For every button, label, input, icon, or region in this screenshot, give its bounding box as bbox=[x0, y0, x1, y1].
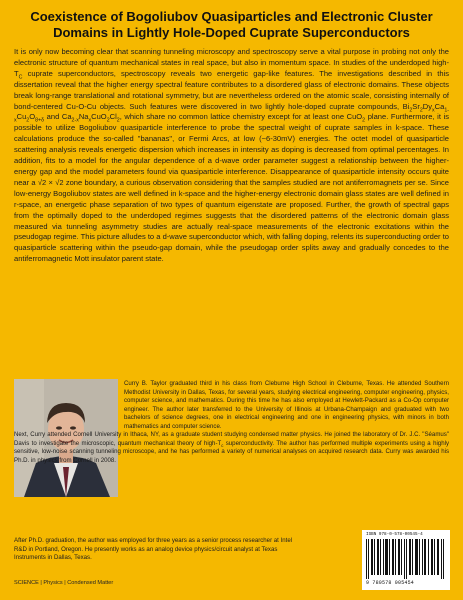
formula-part: 2-x bbox=[71, 117, 79, 124]
bio-subscript: c bbox=[221, 442, 224, 448]
formula-part: Dy bbox=[422, 101, 433, 111]
abstract-subscript: 2 bbox=[362, 117, 366, 124]
formula-part: x bbox=[88, 117, 92, 124]
formula-part: 2 bbox=[116, 117, 120, 124]
formula-part: and Ca bbox=[44, 112, 72, 122]
abstract-part: plane. Furthermore, it is possible to utilize Bogoliubov quasiparticle interference to probe the spectral weight of cuprate samples in k-space. These calculations produce the so-called "bananas", or Fermi Arcs, at low (~6-30mV) energies. The octet model of quasiparticle scattering analysis reveals energetic dispersion which increases in intensity as doping is decreased from optimal percentages. In addition, fits to a model for the angular dependence of a d-wave order parameter suggest a relationship between the higher-energy gap and the model parameters found via quasiparticle interference. Disappearance of quasiparticle intensity occurs quite near a √2 × √2 zone boundary, a curious observation considering that the samples studied are not antiferromagnets per se. Since low-energy Bogoliubov states are well defined in k-space and the higher-energy electronic domain glass states are well defined in r-space, an energetic phase separation of two types of quantum eigenstate are proposed. Further, the growth of spectral gaps from the optimally doped to the underdoped regimes suggests that the disordered patterns of the electronic domain glass measured via tunneling asymmetry studies are actually real-space measurements of the electronic excitations within the pseudogap regime. This picture alludes to a d-wave superconductor which, with falling doping, relents its superconducting order to quasiparticle scattering within the pseudo-gap domain, while the pseudogap order splits away and gradually concedes to the antiferromagnetic Mott insulator parent state. bbox=[14, 112, 449, 264]
isbn-label: ISBN 978-0-578-00545-4 bbox=[366, 532, 423, 537]
subject-category: SCIENCE | Physics | Condensed Matter bbox=[14, 580, 114, 586]
author-bio-paragraph-3: After Ph.D. graduation, the author was employed for three years as a senior process researcher at Intel R&D in Portland, Oregon. He presently works as an analog device physics/circuit analyst at Texas Instruments in Dallas, Texas. bbox=[14, 537, 293, 562]
author-bio-paragraph-1: Curry B. Taylor graduated third in his class from Cleburne High School in Cleburne, Texas. He attended Southern Methodist University in Dallas, Texas, for several years, studying electrical engineering, computer engineering, physics, computer science, and mathematics. During this time he has also employed at Hewlett-Packard as a Co-Op computer engineer. The author later transferred to the University of Illinois at Urbana-Champaign and graduated with two bachelors of science degrees, one in electrical engineering and one in engineering physics, with minors in both mathematics and computer science. bbox=[124, 380, 449, 430]
formula-part: 2 bbox=[409, 107, 413, 114]
formula-part: 1-x bbox=[14, 107, 449, 124]
formula-part: Ca bbox=[434, 101, 445, 111]
formula-part: 8+δ bbox=[35, 117, 45, 124]
bio-part: Next, Curry attended Cornell University in Ithaca, NY, as a graduate student studying condensed matter physics. He joined the laboratory of Dr. J.C. "Séamus" Davis to investigate the microscopic, quantum mechanical theory of high-T bbox=[14, 431, 449, 447]
barcode-bars bbox=[366, 539, 446, 579]
formula-part: x bbox=[432, 107, 435, 114]
isbn-barcode bbox=[362, 530, 450, 590]
author-bio-paragraph-2 bbox=[14, 431, 449, 465]
abstract-part: , which share no common lattice chemistry except for at least one CuO bbox=[119, 112, 363, 122]
abstract-subscript: C bbox=[18, 74, 23, 81]
abstract-part: It is only now becoming clear that scanning tunneling microscopy and spectroscopy serve a vital purpose in probing not only the electronic structure of quantum mechanical states in real space, but also in momentum space. In studies of the underdoped high-T bbox=[14, 47, 449, 78]
formula-part: Na bbox=[78, 112, 89, 122]
formula-part: Sr bbox=[412, 101, 420, 111]
barcode-digits: 9 780578 005454 bbox=[366, 580, 415, 586]
book-title: Coexistence of Bogoliubov Quasiparticles and Electronic Cluster Domains in Lightly Hole-Doped Cuprate Superconductors bbox=[30, 9, 433, 40]
abstract-part: cuprate superconductors, spectroscopy reveals two energetic gap-like features. The investigations described in this dissertation reveal that the higher energy spectral feature contributes to a disordered glass of electronic domains. These objects break long-range translational and rotational symmetry, but are nevertheless ordered on the atomic scale, consisting internally of bond-centered Cu-O-Cu objects. Such features were discovered in two lightly hole-doped cuprate compounds, Bi bbox=[14, 68, 449, 111]
formula-part: CuO bbox=[91, 112, 107, 122]
formula-part: Cl bbox=[109, 112, 117, 122]
formula-part: 2 bbox=[26, 117, 30, 124]
formula-part: Cu bbox=[16, 112, 27, 122]
abstract-text bbox=[14, 47, 449, 265]
formula-part: 2 bbox=[419, 107, 423, 114]
bio-part: superconductivity. The author has performed multiple experiments using a highly sensitive, low-noise scanning tunneling microscope, and he has performed a variety of numerical analyses on acquired research data. Curry was awarded his Ph.D. in physics from Cornell in 2008. bbox=[14, 439, 449, 464]
formula-part: O bbox=[29, 112, 36, 122]
formula-part: 2 bbox=[106, 117, 110, 124]
